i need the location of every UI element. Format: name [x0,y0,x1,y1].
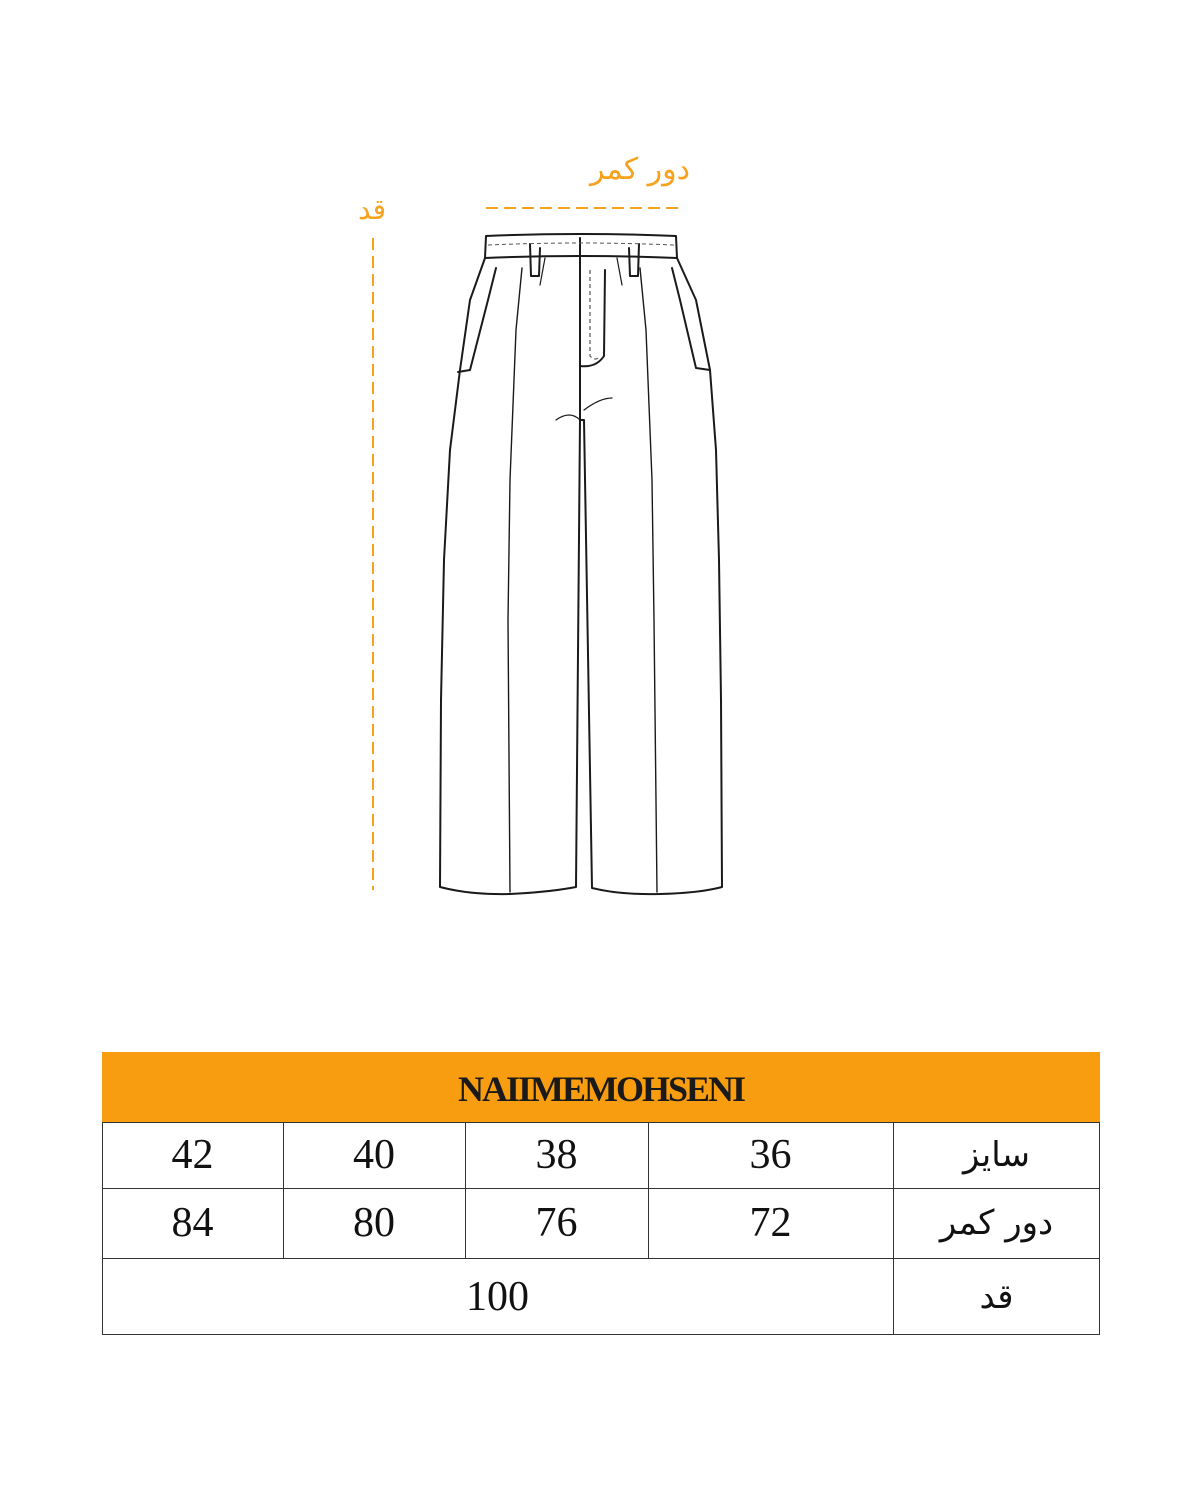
grid-line [102,1122,103,1335]
grid-line [102,1188,1100,1189]
length-cell: 100 [466,1273,529,1320]
size-grid [102,1122,1100,1335]
size-cell: 36 [749,1132,792,1178]
grid-line [465,1122,466,1258]
front-fly [580,240,605,366]
waist-cell: 72 [749,1200,792,1246]
belt-loop-right [629,244,639,276]
size-table [102,1052,1100,1335]
grid-line [102,1334,1100,1335]
row-label-length: قد [979,1276,1014,1317]
waist-cell: 80 [353,1200,395,1246]
grid-line [102,1122,1100,1123]
size-cell: 42 [171,1132,214,1178]
grid-line [1099,1122,1100,1335]
pocket-left [458,268,496,372]
waist-cell: 76 [535,1200,578,1246]
row-label-size: سایز [962,1135,1031,1175]
grid-line [283,1122,284,1258]
grid-line [102,1258,1100,1259]
waist-label: دور کمر [589,152,690,187]
brand-header: NAIIMEMOHSENI [102,1052,1100,1122]
size-cell: 38 [535,1132,578,1178]
waist-cell: 84 [171,1200,214,1246]
grid-line [648,1122,649,1258]
length-label: قد [357,193,387,226]
belt-loop-left [530,244,540,276]
crease-left [508,268,522,892]
crease-right [640,268,657,892]
grid-line [893,1122,894,1335]
row-label-waist: دور کمر [939,1203,1054,1243]
pocket-right [672,268,710,370]
size-cell: 40 [353,1132,395,1178]
